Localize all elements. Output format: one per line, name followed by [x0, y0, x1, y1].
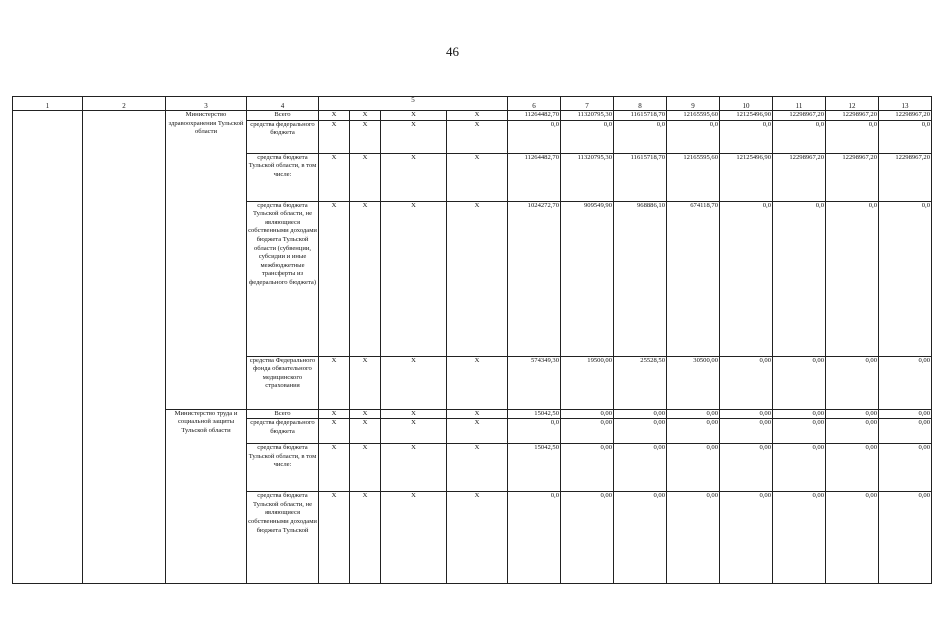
value-cell: 0,0 — [720, 120, 773, 153]
x-mark: Х — [381, 409, 447, 419]
row-label: средства бюджета Тульской области, не являющиеся собственными доходами бюджета Тульской области (субвенции, субсидии и иные межбюджетные трансферты из федерального бюджета) — [247, 201, 319, 356]
x-mark: Х — [319, 419, 350, 444]
x-mark: Х — [447, 201, 508, 356]
value-cell: 0,00 — [879, 356, 932, 409]
ministry-name: Министерство труда и социальной защиты Тульской области — [166, 409, 247, 584]
value-cell: 15042,50 — [508, 444, 561, 492]
value-cell: 0,00 — [773, 419, 826, 444]
value-cell: 0,00 — [614, 419, 667, 444]
x-mark: Х — [350, 153, 381, 201]
x-mark: Х — [447, 409, 508, 419]
value-cell: 0,00 — [667, 492, 720, 584]
value-cell: 0,00 — [614, 492, 667, 584]
x-mark: Х — [350, 111, 381, 121]
value-cell: 12125496,90 — [720, 111, 773, 121]
col1-cell — [13, 111, 83, 584]
header-col-13: 13 — [879, 97, 932, 111]
x-mark: Х — [350, 444, 381, 492]
x-mark: Х — [447, 492, 508, 584]
x-mark: Х — [447, 111, 508, 121]
x-mark: Х — [381, 492, 447, 584]
header-col-4: 4 — [247, 97, 319, 111]
header-col-9: 9 — [667, 97, 720, 111]
value-cell: 0,00 — [720, 444, 773, 492]
col2-cell — [83, 111, 166, 584]
value-cell: 0,00 — [614, 444, 667, 492]
row-label: средства бюджета Тульской области, в том числе: — [247, 153, 319, 201]
value-cell: 674118,70 — [667, 201, 720, 356]
header-col-8: 8 — [614, 97, 667, 111]
column-number-header — [13, 97, 932, 111]
header-col-7: 7 — [561, 97, 614, 111]
row-label: средства федерального бюджета — [247, 419, 319, 444]
x-mark: Х — [381, 356, 447, 409]
value-cell: 1024272,70 — [508, 201, 561, 356]
value-cell: 0,00 — [720, 492, 773, 584]
row-label: средства федерального бюджета — [247, 120, 319, 153]
row-label: Всего — [247, 409, 319, 419]
value-cell: 0,00 — [561, 492, 614, 584]
value-cell: 0,00 — [773, 356, 826, 409]
x-mark: Х — [319, 201, 350, 356]
value-cell: 0,0 — [667, 120, 720, 153]
header-col-6: 6 — [508, 97, 561, 111]
x-mark: Х — [381, 111, 447, 121]
value-cell: 0,00 — [667, 409, 720, 419]
header-col-1: 1 — [13, 97, 83, 111]
value-cell: 909549,90 — [561, 201, 614, 356]
value-cell: 0,0 — [720, 201, 773, 356]
row-label: средства Федерального фонда обязательного медицинского страхования — [247, 356, 319, 409]
x-mark: Х — [350, 356, 381, 409]
x-mark: Х — [350, 492, 381, 584]
page-number: 46 — [446, 44, 459, 59]
x-mark: Х — [447, 356, 508, 409]
x-mark: Х — [381, 444, 447, 492]
value-cell: 0,00 — [720, 356, 773, 409]
value-cell: 0,00 — [773, 492, 826, 584]
value-cell: 0,0 — [508, 419, 561, 444]
x-mark: Х — [381, 419, 447, 444]
header-col-11: 11 — [773, 97, 826, 111]
value-cell: 12298967,20 — [879, 111, 932, 121]
value-cell: 12165595,60 — [667, 111, 720, 121]
value-cell: 0,0 — [879, 120, 932, 153]
value-cell: 0,0 — [614, 120, 667, 153]
x-mark: Х — [319, 111, 350, 121]
value-cell: 0,00 — [879, 409, 932, 419]
value-cell: 0,00 — [561, 409, 614, 419]
value-cell: 12125496,90 — [720, 153, 773, 201]
value-cell: 0,00 — [879, 419, 932, 444]
value-cell: 0,0 — [826, 120, 879, 153]
value-cell: 12298967,20 — [826, 111, 879, 121]
value-cell: 0,0 — [773, 120, 826, 153]
row-label: средства бюджета Тульской области, в том числе: — [247, 444, 319, 492]
value-cell: 0,00 — [879, 444, 932, 492]
x-mark: Х — [350, 201, 381, 356]
x-mark: Х — [319, 356, 350, 409]
x-mark: Х — [381, 201, 447, 356]
value-cell: 30500,00 — [667, 356, 720, 409]
x-mark: Х — [319, 153, 350, 201]
value-cell: 0,0 — [508, 120, 561, 153]
value-cell: 11320795,30 — [561, 153, 614, 201]
row-label: средства бюджета Тульской области, не являющиеся собственными доходами бюджета Тульской — [247, 492, 319, 584]
value-cell: 12165595,60 — [667, 153, 720, 201]
value-cell: 11615718,70 — [614, 111, 667, 121]
value-cell: 0,00 — [826, 492, 879, 584]
value-cell: 0,0 — [561, 120, 614, 153]
value-cell: 12298967,20 — [773, 153, 826, 201]
value-cell: 0,00 — [667, 419, 720, 444]
value-cell: 0,00 — [826, 356, 879, 409]
x-mark: Х — [319, 409, 350, 419]
value-cell: 0,00 — [720, 409, 773, 419]
x-mark: Х — [350, 409, 381, 419]
value-cell: 11264482,70 — [508, 111, 561, 121]
value-cell: 0,0 — [508, 492, 561, 584]
value-cell: 0,00 — [614, 409, 667, 419]
value-cell: 0,00 — [826, 444, 879, 492]
value-cell: 968886,10 — [614, 201, 667, 356]
header-col-3: 3 — [166, 97, 247, 111]
budget-table — [12, 96, 932, 584]
header-col-12: 12 — [826, 97, 879, 111]
header-col-5: 5 — [319, 97, 508, 111]
x-mark: Х — [447, 444, 508, 492]
table-row — [13, 111, 932, 121]
value-cell: 0,00 — [561, 444, 614, 492]
value-cell: 0,00 — [561, 419, 614, 444]
value-cell: 19500,00 — [561, 356, 614, 409]
value-cell: 0,00 — [773, 409, 826, 419]
value-cell: 0,00 — [879, 492, 932, 584]
value-cell: 11264482,70 — [508, 153, 561, 201]
x-mark: Х — [319, 444, 350, 492]
x-mark: Х — [319, 492, 350, 584]
x-mark: Х — [350, 120, 381, 153]
header-col-2: 2 — [83, 97, 166, 111]
value-cell: 0,00 — [826, 409, 879, 419]
x-mark: Х — [381, 120, 447, 153]
value-cell: 11320795,30 — [561, 111, 614, 121]
x-mark: Х — [447, 120, 508, 153]
value-cell: 0,00 — [720, 419, 773, 444]
value-cell: 12298967,20 — [826, 153, 879, 201]
value-cell: 15042,50 — [508, 409, 561, 419]
value-cell: 574349,30 — [508, 356, 561, 409]
value-cell: 0,0 — [826, 201, 879, 356]
x-mark: Х — [447, 419, 508, 444]
x-mark: Х — [447, 153, 508, 201]
value-cell: 11615718,70 — [614, 153, 667, 201]
x-mark: Х — [350, 419, 381, 444]
value-cell: 0,0 — [879, 201, 932, 356]
row-label: Всего — [247, 111, 319, 121]
x-mark: Х — [381, 153, 447, 201]
ministry-name: Министерство здравоохранения Тульской области — [166, 111, 247, 410]
x-mark: Х — [319, 120, 350, 153]
value-cell: 0,0 — [773, 201, 826, 356]
value-cell: 12298967,20 — [773, 111, 826, 121]
value-cell: 12298967,20 — [879, 153, 932, 201]
header-col-10: 10 — [720, 97, 773, 111]
value-cell: 25528,50 — [614, 356, 667, 409]
value-cell: 0,00 — [826, 419, 879, 444]
value-cell: 0,00 — [667, 444, 720, 492]
value-cell: 0,00 — [773, 444, 826, 492]
